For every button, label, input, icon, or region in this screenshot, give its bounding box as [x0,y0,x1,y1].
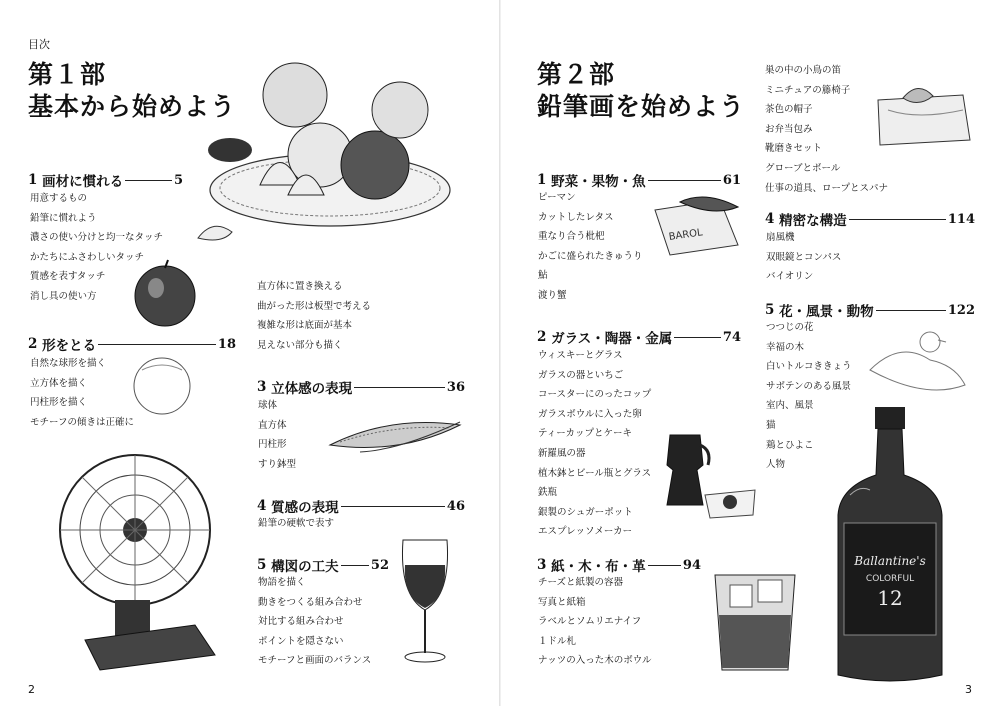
list-item[interactable]: 鉛筆の硬軟で表す [258,518,335,529]
list-item[interactable]: つつじの花 [766,322,814,333]
list-item[interactable]: 新羅風の器 [538,447,586,459]
list-item[interactable]: 動きをつくる組み合わせ [258,596,363,608]
page-number-right: 3 [965,683,972,696]
list-item[interactable]: 白いトルコききょう [766,361,852,373]
list-item[interactable]: 植木鉢とビール瓶とグラス [538,467,652,479]
list-item[interactable]: ナッツの入った木のボウル [538,655,652,667]
part-2-title: 鉛筆画を始めよう [537,92,746,121]
list-item[interactable]: 球体 [258,400,278,411]
chapter-page: 122 [947,302,975,318]
list-item[interactable]: グローブとボール [765,162,841,174]
list-item[interactable]: 円柱形を描く [30,397,88,409]
list-item[interactable]: モチーフの傾きは正確に [30,416,135,428]
vegetable-basket-illustration [200,50,460,230]
list-item[interactable]: モチーフと画面のバランス [258,655,372,667]
list-item[interactable]: 扇風機 [766,232,795,243]
list-item[interactable]: 円柱形 [258,439,287,451]
chapter-number: 4 [765,211,775,227]
list-item[interactable]: ラベルとソムリエナイフ [538,616,642,628]
list-item[interactable]: 消し具の使い方 [30,290,97,302]
chapter-page: 114 [947,211,975,227]
list-item[interactable]: チーズと紙製の容器 [538,577,624,588]
chapter-page: 94 [682,557,701,573]
chapter-5-items [258,573,371,671]
list-item[interactable]: １ドル札 [538,635,577,647]
list-item[interactable]: お弁当包み [765,123,813,135]
leader-rule [125,180,172,181]
list-item[interactable]: 幸福の木 [766,341,805,353]
list-item[interactable]: サボテンのある風景 [766,380,852,392]
chapter-2-continued-items [257,277,371,355]
list-item[interactable]: ポイントを隠さない [258,635,344,647]
list-item[interactable]: 濃さの使い分けと均一なタッチ [30,232,164,244]
list-item[interactable]: 靴磨きセット [765,143,823,155]
leader-rule [648,180,721,181]
chapter-5-heading[interactable] [257,555,389,575]
leader-rule [98,344,216,345]
chapter-page: 46 [446,498,465,514]
chapter-3-heading[interactable] [257,377,465,397]
list-item[interactable]: 写真と紙箱 [538,596,586,608]
whisky-glass-illustration [710,560,805,680]
list-item[interactable]: すり鉢型 [258,458,297,470]
leader-rule [648,565,681,566]
lunch-wrap-illustration [868,80,978,150]
chapter-number: 2 [537,329,547,345]
whisky-bottle-illustration [830,405,950,690]
list-item[interactable]: 鶏とひよこ [766,439,814,451]
list-item[interactable]: コースターにのったコップ [538,389,652,401]
list-item[interactable]: カットしたレタス [538,211,614,223]
chapter-1-heading[interactable] [28,170,183,190]
list-item[interactable]: ミニチュアの籐椅子 [765,84,851,96]
list-item[interactable]: 仕事の道具、ロープとスパナ [765,182,889,194]
chapter-page: 5 [173,172,183,188]
list-item[interactable]: 鉄瓶 [538,487,558,499]
chapter-2-items [30,354,134,432]
list-item[interactable]: 茶色の帽子 [765,104,813,116]
chapter-title: 立体感の表現 [271,381,353,397]
list-item[interactable]: 双眼鏡とコンパス [766,251,842,263]
leader-rule [341,565,369,566]
list-item[interactable]: ウィスキーとグラス [538,350,623,361]
chapter-3-heading[interactable] [537,555,701,575]
chapter-4-items [766,228,841,287]
toc-header: 目次 [28,38,50,51]
list-item[interactable]: 人物 [766,459,786,471]
chapter-number: 4 [257,498,267,514]
bottle-age: 12 [877,586,903,610]
list-item[interactable]: 渡り蟹 [538,289,567,301]
chapter-1-heading[interactable] [537,170,741,190]
bottle-line: COLORFUL [865,574,915,584]
chapter-page: 36 [446,379,465,395]
leader-rule [876,310,946,311]
box-label: BAROL [668,227,704,243]
list-item[interactable]: 重なり合う枇杷 [538,231,605,243]
chapter-title: 画材に慣れる [42,174,124,190]
list-item[interactable]: 銀製のシュガーポット [538,506,633,518]
chapter-title: 花・風景・動物 [779,304,874,320]
apple-illustration [130,258,200,328]
list-item[interactable]: 室内、風景 [766,400,814,412]
chapter-page: 74 [722,329,741,345]
list-item[interactable]: 猫 [766,419,776,431]
leader-rule [354,387,445,388]
chapter-page: 61 [722,172,741,188]
leader-rule [341,506,445,507]
chapter-title: 精密な構造 [779,213,847,229]
part-1-title: 基本から始めよう [28,92,237,121]
chapter-number: 5 [257,557,267,573]
chapter-4-heading[interactable] [257,496,465,516]
chapter-2-heading[interactable] [537,327,741,347]
list-item[interactable]: かたちにふさわしいタッチ [30,251,145,263]
list-item[interactable]: 質感を表すタッチ [30,271,106,283]
chapter-3-items [258,396,296,474]
list-item[interactable]: 鮎 [538,270,548,282]
espresso-maker-illustration [655,420,760,520]
chapter-title: ガラス・陶器・金属 [551,331,673,347]
list-item[interactable]: ガラスの器といちご [538,369,624,381]
list-item[interactable]: かごに盛られたきゅうり [538,250,643,262]
chapter-title: 質感の表現 [271,500,339,516]
leader-rule [674,337,721,338]
list-item[interactable]: ピーマン [538,192,576,203]
list-item[interactable]: 立方体を描く [30,377,88,389]
list-item[interactable]: 自然な球形を描く [30,358,107,369]
chapter-page: 18 [217,336,236,352]
list-item[interactable]: ガラスボウルに入った卵 [538,408,642,420]
chapter-title: 形をとる [42,338,97,354]
bird-sketch-illustration [860,320,970,400]
list-item[interactable]: エスプレッソメーカー [538,526,633,538]
right-page [500,0,1000,706]
list-item[interactable]: ティーカップとケーキ [538,428,632,440]
chapter-number: 3 [257,379,267,395]
list-item[interactable]: 複雑な形は底面が基本 [257,320,353,332]
chapter-4-items [258,514,334,534]
cheese-box-illustration [650,190,745,260]
chapter-number: 1 [28,172,38,188]
list-item[interactable]: 巣の中の小鳥の笛 [765,65,842,76]
electric-fan-illustration [45,450,235,680]
wine-glass-illustration [395,535,455,670]
chapter-number: 2 [28,336,38,352]
garlic-clove-illustration [195,220,235,245]
sketched-apple-illustration [122,350,202,420]
chapter-2-items [538,346,651,542]
chapter-number: 1 [537,172,547,188]
leader-rule [849,219,946,220]
list-item[interactable]: 対比する組み合わせ [258,616,344,628]
chapter-number: 3 [537,557,547,573]
list-item[interactable]: 直方体 [258,419,287,431]
list-item[interactable]: 用意するもの [30,193,88,204]
chapter-title: 野菜・果物・魚 [551,174,646,190]
list-item[interactable]: 物語を描く [258,577,306,588]
chapter-title: 構図の工夫 [271,559,339,575]
chapter-4-heading[interactable] [765,209,975,229]
chapter-5-heading[interactable] [765,300,975,320]
chapter-3-items [538,573,652,671]
bottle-brand: Ballantine's [854,554,926,568]
list-item[interactable]: 鉛筆に慣れよう [30,212,97,224]
chapter-1-items [538,188,643,306]
list-item[interactable]: 直方体に置き換える [257,281,343,292]
chapter-number: 5 [765,302,775,318]
list-item[interactable]: 見えない部分も描く [257,339,343,351]
list-item[interactable]: 曲がった形は板型で考える [257,300,372,312]
part-1-number: 第１部 [28,60,107,89]
chapter-page: 52 [370,557,389,573]
list-item[interactable]: バイオリン [766,271,814,283]
corn-illustration [320,410,470,470]
page-number-left: 2 [28,683,35,696]
part-2-number: 第２部 [537,60,616,89]
chapter-title: 紙・木・布・革 [551,559,646,575]
